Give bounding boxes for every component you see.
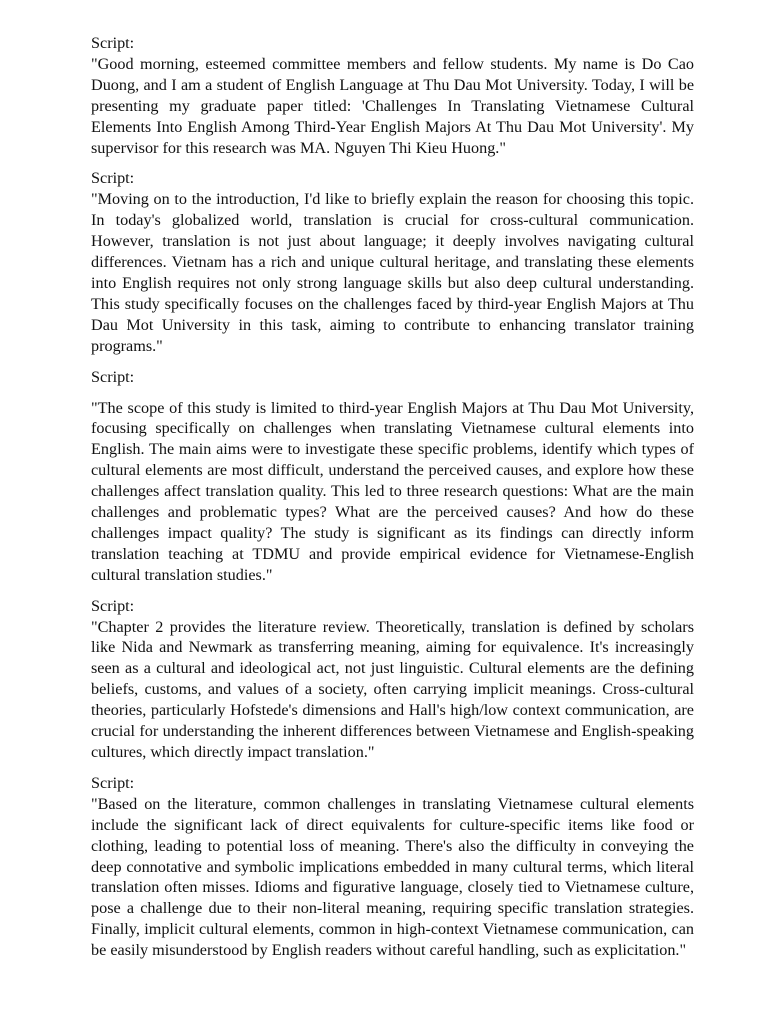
- script-label: Script:: [91, 596, 135, 615]
- script-section-3: [91, 367, 694, 586]
- script-section-2: [91, 168, 694, 356]
- script-label: Script:: [91, 34, 135, 52]
- script-section-5: [91, 773, 694, 961]
- script-section-4: [91, 596, 694, 763]
- script-paragraph-greeting: "Good morning, esteemed committee members and fellow students. My name is Do Cao Duong, and I am a student of English Language at Thu Dau Mot University. Today, I will be presenting my graduate paper titled: 'Challenges In Translating Vietnamese Cultural Elements Into English Among Third-Year English Majors At Thu Dau Mot University'. My supervisor for this research was MA. Nguyen Thi Kieu Huong.": [91, 54, 694, 157]
- script-label: Script:: [91, 169, 135, 188]
- script-paragraph-challenges: "Based on the literature, common challenges in translating Vietnamese cultural elements include the significant lack of direct equivalents for culture-specific items like food or clothing, leading to potential loss of meaning. There's also the difficulty in conveying the deep connotative and symbolic implications embedded in many cultural terms, which literal translation often misses. Idioms and figurative language, closely tied to Vietnamese culture, pose a challenge due to their non-literal meaning, requiring specific translation strategies. Finally, implicit cultural elements, common in high-context Vietnamese communication, can be easily misunderstood by English readers without careful handling, such as explicitation.": [91, 794, 694, 960]
- script-label: Script:: [91, 367, 135, 386]
- script-paragraph-scope: "The scope of this study is limited to third-year English Majors at Thu Dau Mot University, focusing specifically on challenges when translating Vietnamese cultural elements into English. The main aims were to investigate these specific problems, identify which types of cultural elements are most difficult, understand the perceived causes, and explore how these challenges affect translation quality. This led to three research questions: What are the main challenges and problematic types? What are the perceived causes? And how do these challenges impact quality? The study is significant as its findings can directly inform translation teaching at TDMU and provide empirical evidence for Vietnamese-English cultural translation studies.": [91, 398, 694, 584]
- script-paragraph-literature-review: "Chapter 2 provides the literature review. Theoretically, translation is defined by scholars like Nida and Newmark as transferring meaning, aiming for equivalence. It's increasingly seen as a cultural and ideological act, not just linguistic. Cultural elements are the defining beliefs, customs, and values of a society, often carrying implicit meanings. Cross-cultural theories, particularly Hofstede's dimensions and Hall's high/low context communication, are crucial for understanding the inherent differences between Vietnamese and English-speaking cultures, which directly impact translation.": [91, 617, 694, 761]
- script-label: Script:: [91, 773, 135, 792]
- script-section-1: [91, 33, 694, 158]
- script-paragraph-introduction: "Moving on to the introduction, I'd like to briefly explain the reason for choosing this topic. In today's globalized world, translation is crucial for cross-cultural communication. However, translation is not just about language; it deeply involves navigating cultural differences. Vietnam has a rich and unique cultural heritage, and translating these elements into English requires not only strong language skills but also deep cultural understanding. This study specifically focuses on the challenges faced by third-year English Majors at Thu Dau Mot University in this task, aiming to contribute to enhancing translator training programs.": [91, 190, 694, 355]
- document-page: [91, 33, 694, 971]
